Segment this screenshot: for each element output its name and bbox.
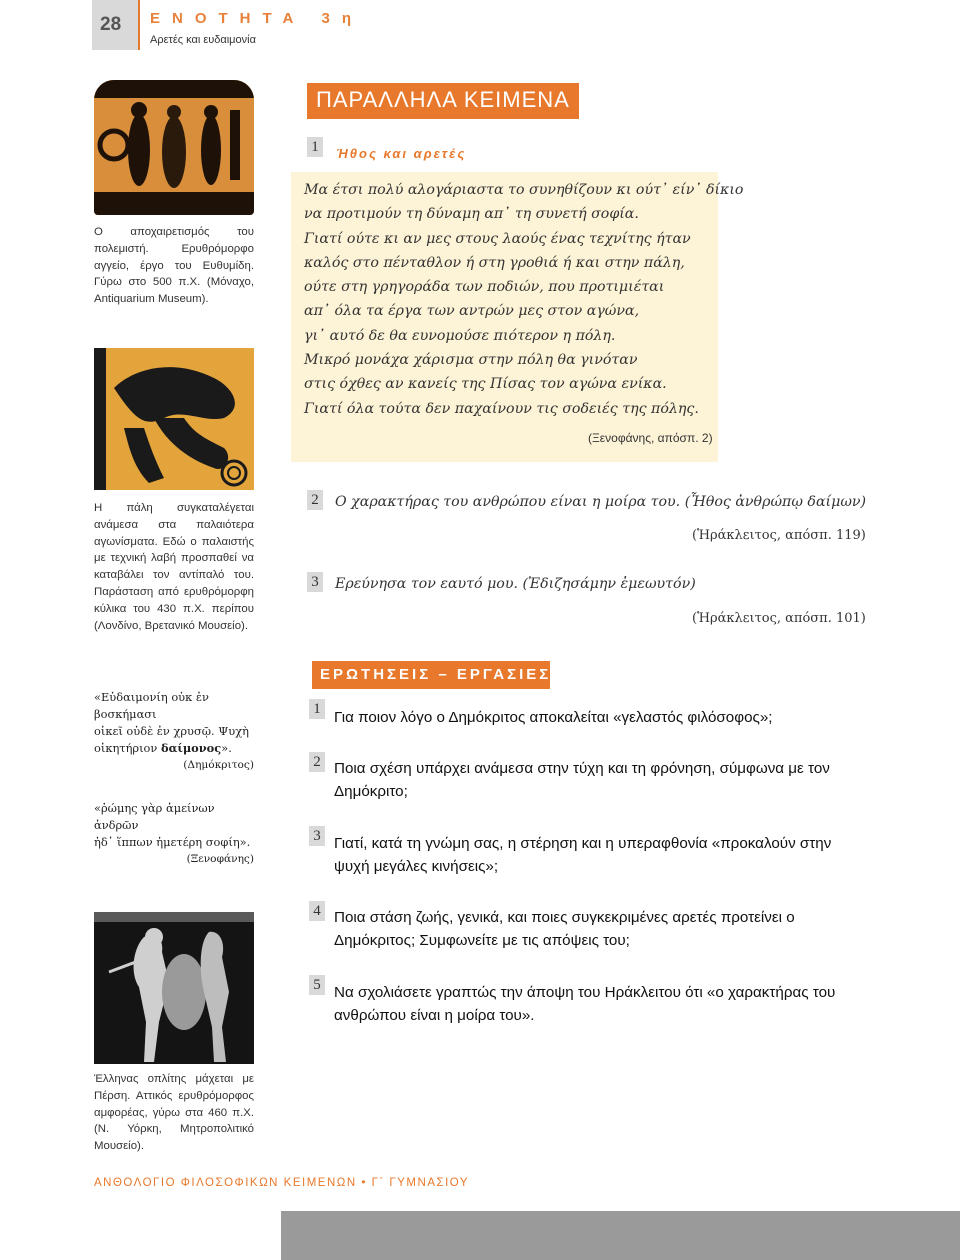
question-text: Ποια σχέση υπάρχει ανάμεσα στην τύχη και τη φρόνηση, σύμφωνα με τον Δημόκριτο; xyxy=(334,760,830,800)
unit-subtitle: Αρετές και ευδαιμονία xyxy=(150,34,256,46)
questions-title: ΕΡΩΤΗΣΕΙΣ – ΕΡΓΑΣΙΕΣ xyxy=(320,666,552,683)
unit-title: ΕΝΟΤΗΤΑ 3η xyxy=(150,10,364,27)
fragment-source: (Ἡράκλειτος, απόσπ. 101) xyxy=(692,611,866,626)
quote-line: οἰκητήριον δαίμονος». xyxy=(94,741,232,755)
text-number-badge: 1 xyxy=(307,137,323,157)
page-number: 28 xyxy=(100,14,122,35)
question-number: 1 xyxy=(309,699,325,719)
heraclitus-fragment-101: Ερεύνησα τον εαυτό μου. (Ἐδιζησάμην ἐμεωυτόν) xyxy=(335,576,696,592)
question-text: Για ποιον λόγο ο Δημόκριτος αποκαλείται «γελαστός φιλόσοφος»; xyxy=(334,709,773,726)
text1-title: Ήθος και αρετές xyxy=(336,146,467,161)
poem-line: Γιατί ούτε κι αν μες στους λαούς ένας τεχνίτης ήταν xyxy=(304,230,691,247)
ancient-quote-democritus xyxy=(94,689,254,774)
poem-line: καλός στο πένταθλον ή στη γροθιά ή και στην πάλη, xyxy=(304,254,685,271)
question-text: Ποια στάση ζωής, γενικά, και ποιες συγκεκριμένες αρετές προτείνει ο Δημόκριτος; Συμφωνείτε με τις απόψεις του; xyxy=(334,909,795,949)
quote-line: ἠδ᾽ ἵππων ἡμετέρη σοφίη». xyxy=(94,835,251,849)
quote-source: (Δημόκριτος) xyxy=(183,759,254,771)
text-number-badge: 3 xyxy=(307,572,323,592)
hoplite-image xyxy=(94,912,254,1064)
quote-source: (Ξενοφάνης) xyxy=(186,853,254,865)
question-number: 2 xyxy=(309,752,325,772)
quote-line: «Εὐδαιμονίη οὐκ ἐν βοσκήμασι xyxy=(94,690,209,721)
vase-image xyxy=(94,80,254,215)
question-text: Γιατί, κατά τη γνώμη σας, η στέρηση και η υπεραφθονία «προκαλούν στην ψυχή μεγάλες κινήσεις»; xyxy=(334,835,832,875)
text-number-badge: 2 xyxy=(307,490,323,510)
quote-line: «ῥώμης γὰρ ἀμείνων ἀνδρῶν xyxy=(94,801,215,832)
poem-line: ούτε στη γρηγοράδα των ποδιών, που προτιμιέται xyxy=(304,279,665,296)
question-number: 5 xyxy=(309,975,325,995)
poem-line: Μα έτσι πολύ αλογάριαστα το συνηθίζουν κι ούτ᾽ είν᾽ δίκιο xyxy=(304,182,744,198)
footer-text: ΑΝΘΟΛΟΓΙΟ ΦΙΛΟΣΟΦΙΚΩΝ ΚΕΙΜΕΝΩΝ • Γ΄ ΓΥΜΝΑΣΙΟΥ xyxy=(94,1177,470,1189)
ancient-quote-xenophanes xyxy=(94,800,254,868)
poem-text xyxy=(304,178,744,421)
question-text: Να σχολιάσετε γραπτώς την άποψη του Ηράκλειτου ότι «ο χαρακτήρας του ανθρώπου είναι η μοίρα του». xyxy=(334,984,836,1024)
question-number: 3 xyxy=(309,826,325,846)
poem-line: στις όχθες αν κανείς της Πίσας τον αγώνα ενίκα. xyxy=(304,376,667,393)
poem-line: Γιατί όλα τούτα δεν παχαίνουν τις σοδειές της πόλης. xyxy=(304,400,699,417)
vase-caption: Ο αποχαιρετισμός του πολεμιστή. Ερυθρόμορφο αγγείο, έργο του Ευθυμίδη. Γύρω στο 500 π.Χ. (Μόναχο, Antiquarium Museum). xyxy=(94,226,254,306)
question-number: 4 xyxy=(309,901,325,921)
poem-line: γι᾽ αυτό δε θα ευνομούσε πιότερον η πόλη. xyxy=(304,327,616,344)
footer-band xyxy=(281,1211,960,1260)
heraclitus-fragment-119: Ο χαρακτήρας του ανθρώπου είναι η μοίρα του. (Ἦθος ἀνθρώπῳ δαίμων) xyxy=(335,494,867,510)
poem-line: απ᾽ όλα τα έργα των αντρών μες στον αγώνα, xyxy=(304,303,640,320)
section-title: ΠΑΡΑΛΛΗΛΑ ΚΕΙΜΕΝΑ xyxy=(316,87,570,112)
poem-line: να προτιμούν τη δύναμη απ᾽ τη συνετή σοφία. xyxy=(304,206,639,223)
poem-line: Μικρό μονάχα χάρισμα στην πόλη θα γινόταν xyxy=(304,352,638,369)
quote-line: οἰκεῖ οὐδὲ ἐν χρυσῷ. Ψυχὴ xyxy=(94,724,249,738)
wrestlers-caption: Η πάλη συγκαταλέγεται ανάμεσα στα παλαιότερα αγωνίσματα. Εδώ ο παλαιστής με τεχνική λαβή προσπαθεί να καταβάλει τον αντίπαλό του. Παράσταση από ερυθρόμορφη κύλικα του 430 π.Χ. περίπου (Λονδίνο, Βρετανικό Μουσείο). xyxy=(94,502,254,632)
hoplite-caption: Έλληνας οπλίτης μάχεται με Πέρση. Αττικός ερυθρόμορφος αμφορέας, γύρω στα 460 π.Χ. (Ν. Υόρκη, Μητροπολιτικό Μουσείο). xyxy=(94,1073,254,1153)
fragment-source: (Ἡράκλειτος, απόσπ. 119) xyxy=(692,528,866,543)
wrestlers-image xyxy=(94,348,254,490)
poem-source: (Ξενοφάνης, απόσπ. 2) xyxy=(588,431,713,445)
header-divider xyxy=(138,0,140,50)
